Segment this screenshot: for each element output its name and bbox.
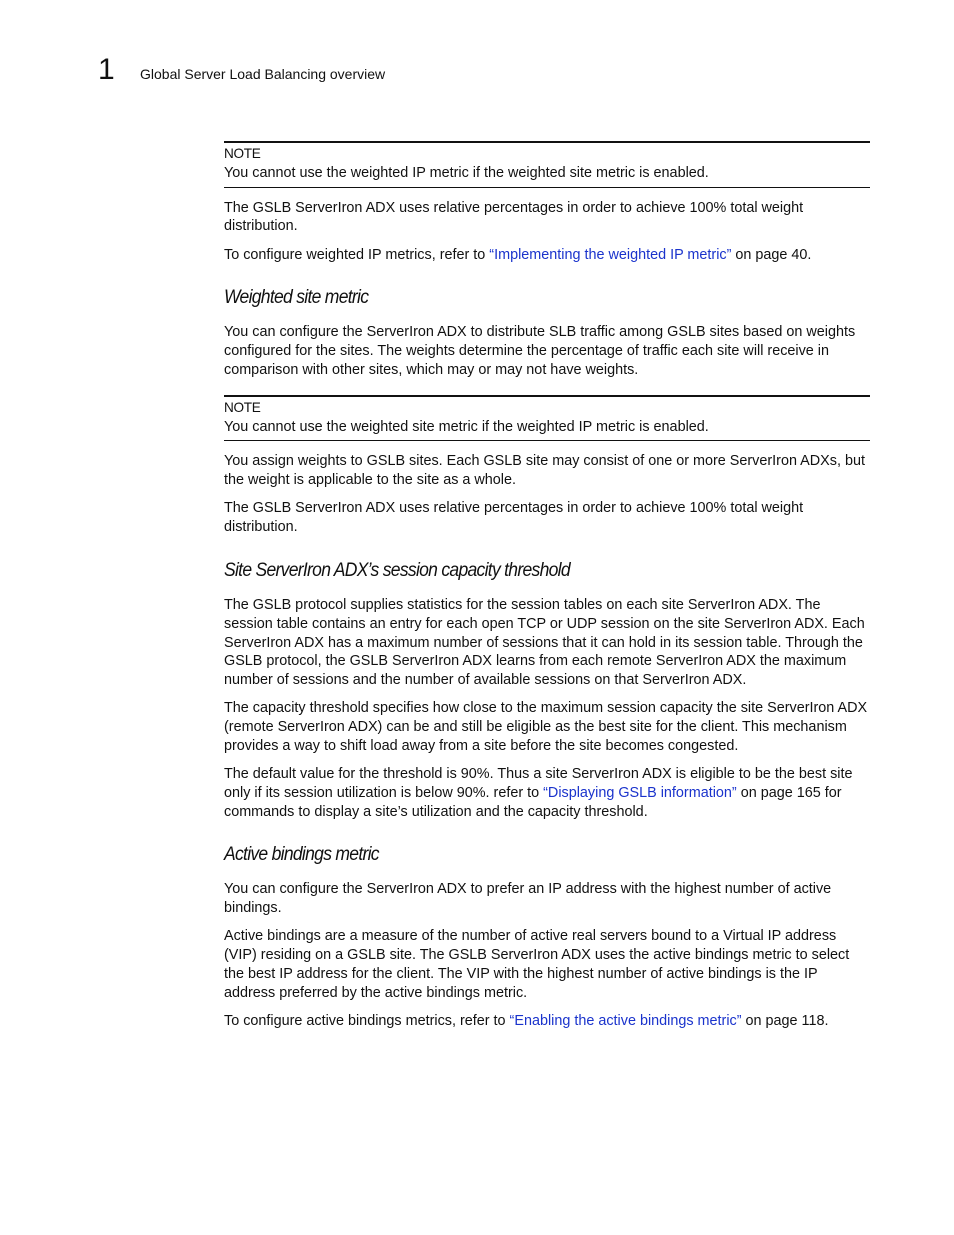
running-title: Global Server Load Balancing overview (140, 66, 386, 82)
text-span: To configure active bindings metrics, refer to (224, 1013, 510, 1030)
section-heading-active-bindings-metric: Active bindings metric (224, 843, 379, 866)
note-text: You cannot use the weighted IP metric if the weighted site metric is enabled. (224, 164, 709, 181)
paragraph: The GSLB ServerIron ADX uses relative percentages in order to achieve 100% total weight distribution. (224, 199, 804, 235)
note-label: NOTE (224, 399, 261, 415)
note-box (224, 141, 870, 188)
note-box (224, 395, 870, 442)
note-label: NOTE (224, 146, 261, 161)
link-displaying-gslb-information[interactable]: “Displaying GSLB information” (543, 784, 737, 801)
paragraph (224, 765, 870, 821)
paragraph: The GSLB ServerIron ADX uses relative percentages in order to achieve 100% total weight distribution. (224, 500, 804, 536)
paragraph: You assign weights to GSLB sites. Each GSLB site may consist of one or more ServerIron ADXs, but the weight is applicable to the site as a whole. (224, 453, 865, 489)
section-heading-session-capacity-threshold: Site ServerIron ADX’s session capacity threshold (224, 558, 570, 581)
paragraph: The GSLB protocol supplies statistics for the session tables on each site ServerIron ADX. The session table contains an entry for each open TCP or UDP session on the site ServerIron ADX. Each ServerIron ADX has a maximum number of sessions that it can hold in its session table. Through the GSLB protocol, the GSLB ServerIron ADX learns from each remote ServerIron ADX the maximum number of sessions and the number of available sessions on that ServerIron ADX. (224, 596, 865, 689)
note-text: You cannot use the weighted site metric if the weighted IP metric is enabled. (224, 418, 709, 435)
link-implementing-weighted-ip-metric[interactable]: “Implementing the weighted IP metric” (489, 246, 732, 263)
page-content (224, 141, 870, 1040)
link-enabling-active-bindings-metric[interactable]: “Enabling the active bindings metric” (509, 1013, 742, 1030)
text-span: on page 118. (741, 1013, 829, 1030)
text-span: on page 165 for commands to display a site’s utilization and the capacity threshold. (224, 784, 842, 820)
section-heading-weighted-site-metric: Weighted site metric (224, 286, 369, 309)
chapter-number: 1 (98, 53, 115, 86)
text-span: on page 40. (731, 246, 812, 263)
text-span: To configure weighted IP metrics, refer to (224, 246, 490, 263)
paragraph: You can configure the ServerIron ADX to distribute SLB traffic among GSLB sites based on weights configured for the sites. The weights determine the percentage of traffic each site will receive in comparison with other sites, which may or may not have weights. (224, 324, 856, 378)
paragraph: The capacity threshold specifies how close to the maximum session capacity the site ServerIron ADX (remote ServerIron ADX) can be and still be eligible as the best site for the client. This mechanism provides a way to shift load away from a site before the site becomes congested. (224, 700, 868, 754)
text-span: The default value for the threshold is 90%. Thus a site ServerIron ADX is eligible to be the best site only if its session utilization is below 90%. refer to (224, 766, 853, 801)
paragraph (224, 246, 870, 265)
paragraph (224, 1012, 870, 1031)
paragraph: Active bindings are a measure of the number of active real servers bound to a Virtual IP address (VIP) residing on a GSLB site. The GSLB ServerIron ADX uses the active bindings metric to select the best IP address for the client. The VIP with the highest number of active bindings is the IP address preferred by the active bindings metric. (224, 928, 850, 1001)
paragraph: You can configure the ServerIron ADX to prefer an IP address with the highest number of active bindings. (224, 881, 832, 917)
